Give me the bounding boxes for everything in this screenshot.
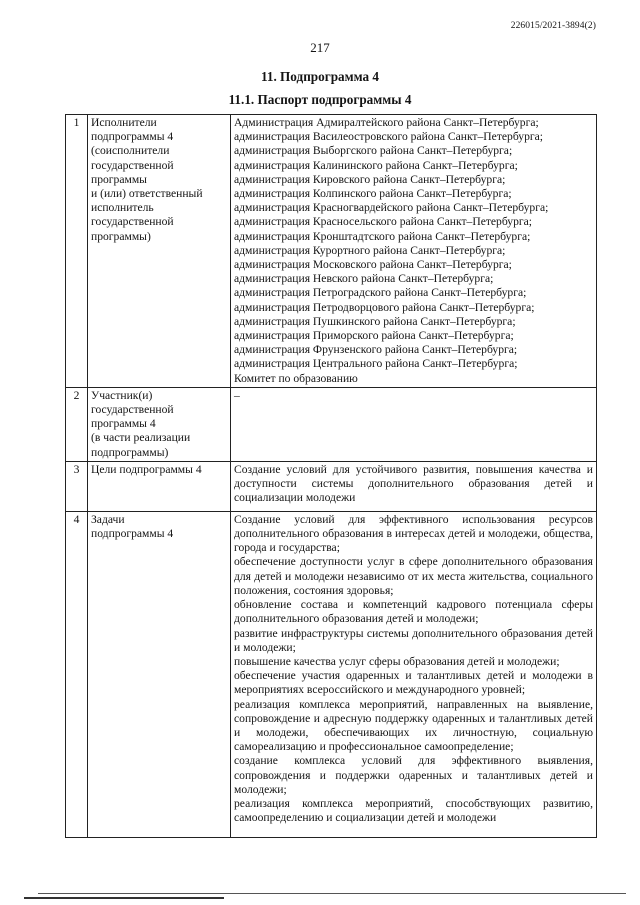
document-registration-number: 226015/2021-3894(2) [510,21,596,31]
row-value-item: администрация Московского района Санкт–Петербурга; [234,258,512,272]
row-value-item: Комитет по образованию [234,371,358,385]
row-label-line: подпрограммы 4 [91,130,174,144]
row-number: 3 [66,461,88,511]
row-value-item: администрация Выборгского района Санкт–Петербурга; [234,144,513,158]
row-label-line: (соисполнители [91,144,170,158]
row-value-item: администрация Пушкинского района Санкт–Петербурга; [234,314,516,328]
row-label [88,387,231,461]
row-value [231,387,597,461]
row-value-item: администрация Курортного района Санкт–Петербурга; [234,243,506,257]
row-value-item: обеспечение участия одаренных и талантливых детей и молодежи в мероприятиях всероссийского и международного уровней; [234,669,593,697]
row-label-line: программы [91,172,147,186]
row-label-line: государственной [91,403,174,417]
row-value-item: Создание условий для устойчивого развития, повышения качества и доступности системы дополнительного образования детей и социализации молодежи [234,462,593,505]
row-label-line: и (или) ответственный [91,187,203,201]
section-subtitle: 11.1. Паспорт подпрограммы 4 [228,92,412,107]
row-value-item: администрация Василеостровского района Санкт–Петербурга; [234,130,544,144]
row-value [231,115,597,388]
row-label-line: Участник(и) [91,388,153,402]
row-value-item: администрация Кировского района Санкт–Петербурга; [234,172,506,186]
row-value-item: создание комплекса условий для эффективного выявления, сопровождения и поддержки одаренных и талантливых детей и молодежи; [234,754,593,796]
row-value-item: администрация Невского района Санкт–Петербурга; [234,272,494,286]
row-value-item: Администрация Адмиралтейского района Санкт–Петербурга; [234,116,539,129]
row-value-item: повышение качества услуг сферы образования детей и молодежи; [234,654,560,668]
row-label-line: (в части реализации [91,431,191,445]
row-value-item: администрация Фрунзенского района Санкт–Петербурга; [234,343,518,357]
row-label-line: программы) [91,229,151,243]
row-label [88,115,231,388]
row-value-item: администрация Центрального района Санкт–Петербурга; [234,357,518,371]
row-value-item: администрация Колпинского района Санкт–Петербурга; [234,187,512,201]
row-label-line: Цели подпрограммы 4 [91,462,202,476]
row-value-item: развитие инфраструктуры системы дополнительного образования детей и молодежи; [234,626,593,654]
row-label-line: программы 4 [91,417,156,431]
row-label-line: Задачи [91,512,125,526]
footer-scan-mark [24,897,224,899]
row-label-line: Исполнители [91,116,157,129]
subprogram-passport-table [65,114,597,838]
table-row [66,387,597,461]
row-value-item: администрация Красногвардейского района Санкт–Петербурга; [234,201,549,215]
row-value [231,511,597,837]
row-value-item: реализация комплекса мероприятий, способствующих развитию, самоопределению и социализации детей и молодежи [234,796,593,825]
footer-rule [38,893,626,894]
row-number: 1 [66,115,88,388]
table-row [66,461,597,511]
row-value-item: администрация Кронштадтского района Санкт–Петербурга; [234,229,531,243]
row-value-item: администрация Приморского района Санкт–Петербурга; [234,329,514,343]
row-value-item: администрация Петроградского района Санкт–Петербурга; [234,286,527,300]
table-row [66,511,597,837]
row-value-item: Создание условий для эффективного использования ресурсов дополнительного образования в интересах детей и молодежи, общества, города и государства; [234,512,593,555]
row-label-line: государственной [91,158,174,172]
row-value-item: администрация Красносельского района Санкт–Петербурга; [234,215,533,229]
row-value-item: администрация Петродворцового района Санкт–Петербурга; [234,300,535,314]
row-label-line: государственной [91,215,174,229]
row-label-line: подпрограммы 4 [91,527,174,541]
row-label-line: подпрограммы) [91,445,169,459]
row-value-item: реализация комплекса мероприятий, направленных на выявление, сопровождение и адресную поддержку одаренных и талантливых детей и молодежи, обеспечивающих их личностную, социальную самореализацию и профессиональное самоопределение; [234,697,593,754]
row-label-line: исполнитель [91,201,154,215]
row-value [231,461,597,511]
row-value-item: обновление состава и компетенций кадрового потенциала сферы дополнительного образования детей и молодежи; [234,598,593,626]
row-number: 2 [66,387,88,461]
section-title: 11. Подпрограмма 4 [261,69,379,84]
row-value-item: – [234,388,240,402]
row-number: 4 [66,511,88,837]
row-value-item: обеспечение доступности услуг в сфере дополнительного образования для детей и молодежи независимо от их места жительства, социального положения, состояния здоровья; [234,555,593,597]
row-value-item: администрация Калининского района Санкт–Петербурга; [234,158,518,172]
row-label [88,511,231,837]
page-number: 217 [310,40,330,55]
row-label [88,461,231,511]
table-row [66,115,597,388]
